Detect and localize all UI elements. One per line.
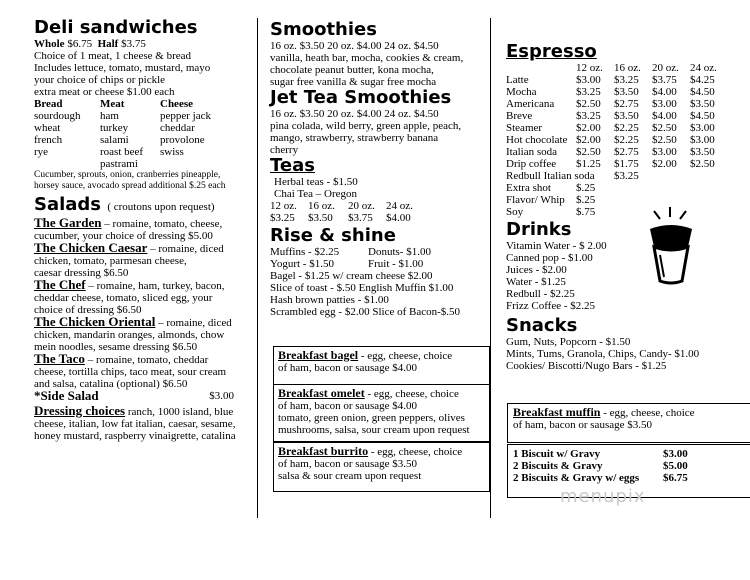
espresso-row: [506, 134, 731, 146]
tea-size: 12 oz.: [270, 200, 297, 212]
biscuit-price: $5.00: [663, 460, 688, 472]
biscuit-price: $3.00: [663, 448, 688, 460]
jet-tea-flavors-2: mango, strawberry, strawberry banana: [270, 132, 439, 144]
espresso-size: 20 oz.: [652, 62, 679, 74]
dressing-line: cheese, italian, low fat italian, caesar, sesame,: [34, 418, 236, 430]
tea-prices: [270, 212, 485, 224]
salad-line: – romaine, tomato, cheddar: [84, 354, 209, 366]
whole-price: $6.75: [67, 38, 93, 50]
salad-line: – romaine, ham, turkey, bacon,: [85, 280, 225, 292]
deli-row: [34, 158, 249, 170]
drink-item: Juices - $2.00: [506, 264, 567, 276]
espresso-price: $2.50: [690, 158, 715, 170]
muffin-line: of ham, bacon or sausage $3.50: [513, 419, 652, 431]
meat-cell: turkey: [100, 122, 129, 134]
bread-cell: sourdough: [34, 110, 81, 122]
espresso-row: [506, 182, 731, 194]
column-divider-left: [257, 18, 258, 518]
espresso-item-name: Breve: [506, 110, 533, 122]
espresso-size: 12 oz.: [576, 62, 603, 74]
half-price: $3.75: [121, 38, 146, 50]
snack-item: Mints, Tums, Granola, Chips, Candy- $1.00: [506, 348, 700, 360]
espresso-item-name: Latte: [506, 74, 529, 86]
breakfast-line: mushrooms, salsa, sour cream upon request: [278, 424, 470, 436]
espresso-price: $3.75: [652, 74, 677, 86]
espresso-price: $.75: [576, 206, 596, 218]
breakfast-line: of ham, bacon or sausage $3.50: [278, 458, 417, 470]
tea-price: $3.75: [348, 212, 373, 224]
meat-cell: pastrami: [100, 158, 138, 170]
salad-line: – romaine, tomato, cheese,: [101, 218, 223, 230]
deli-row: [34, 134, 249, 146]
breakfast-line: of ham, bacon or sausage $4.00: [278, 400, 417, 412]
espresso-price: $4.50: [690, 86, 715, 98]
rise-line: Slice of toast - $.50 English Muffin $1.00: [270, 282, 454, 294]
espresso-item-name: Mocha: [506, 86, 537, 98]
smoothies-flavors-3: sugar free vanilla & sugar free mocha: [270, 76, 437, 88]
jet-tea-title: Jet Tea Smoothies: [270, 87, 452, 108]
breakfast-burrito-box: [273, 442, 490, 492]
biscuit-name: 2 Biscuits & Gravy w/ eggs: [513, 472, 640, 484]
tea-sizes: [270, 200, 485, 212]
espresso-price: $2.50: [576, 98, 601, 110]
salad-item: [34, 279, 249, 316]
espresso-price: $2.00: [576, 134, 601, 146]
rise-item: Muffins - $2.25: [270, 246, 340, 258]
breakfast-muffin-box: [507, 403, 750, 443]
espresso-price: $2.75: [614, 146, 639, 158]
drinks-title: Drinks: [506, 219, 572, 240]
espresso-size: 16 oz.: [614, 62, 641, 74]
espresso-sizes: [506, 62, 731, 74]
salad-line: cheese, tortilla chips, taco meat, sour cream: [34, 366, 227, 378]
rise-item: Donuts- $1.00: [368, 246, 431, 258]
cheese-cell: swiss: [160, 146, 184, 158]
jet-tea-sizes: 16 oz. $3.50 20 oz. $4.00 24 oz. $4.50: [270, 108, 439, 120]
espresso-price: $3.50: [614, 110, 639, 122]
breakfast-muffin-title: Breakfast muffin: [513, 405, 601, 419]
bread-cell: rye: [34, 146, 49, 158]
teas-title: Teas: [270, 155, 315, 176]
rise-line: Bagel - $1.25 w/ cream cheese $2.00: [270, 270, 433, 282]
meat-cell: roast beef: [100, 146, 144, 158]
breakfast-bagel-box: [273, 346, 490, 386]
salad-item: [34, 316, 249, 353]
side-salad-label: *Side Salad: [34, 388, 99, 403]
espresso-price: $3.25: [614, 170, 639, 182]
salad-line: – romaine, diced: [147, 243, 224, 255]
espresso-price: $3.50: [690, 146, 715, 158]
cheese-cell: cheddar: [160, 122, 195, 134]
muffin-line: - egg, cheese, choice: [600, 407, 695, 419]
side-salad-price: $3.00: [209, 390, 234, 402]
tea-price: $3.25: [270, 212, 295, 224]
jet-tea-flavors-3: cherry: [270, 144, 299, 156]
header-cheese: Cheese: [160, 98, 193, 110]
column-divider-right: [490, 18, 491, 518]
drink-item: Water - $1.25: [506, 276, 566, 288]
rise-item: Fruit - $1.00: [368, 258, 424, 270]
smoothies-flavors-2: chocolate peanut butter, kona mocha,: [270, 64, 434, 76]
deli-desc-2: Includes lettuce, tomato, mustard, mayo: [34, 62, 211, 74]
espresso-size: 24 oz.: [690, 62, 717, 74]
drink-item: Frizz Coffee - $2.25: [506, 300, 595, 312]
salad-line: cheddar cheese, tomato, sliced egg, your: [34, 292, 213, 304]
breakfast-bagel-title: Breakfast bagel: [278, 348, 359, 362]
deli-price-line: [34, 38, 249, 50]
watermark: menupix: [560, 486, 646, 507]
espresso-price: $4.50: [690, 110, 715, 122]
rise-line: Scrambled egg - $2.00 Slice of Bacon-$.50: [270, 306, 461, 318]
breakfast-omelet-box: [273, 384, 490, 442]
rise-item: Yogurt - $1.50: [270, 258, 334, 270]
salads-title: [34, 195, 249, 217]
salad-name: The Chef: [34, 277, 86, 292]
drink-item: Vitamin Water - $ 2.00: [506, 240, 607, 252]
breakfast-line: tomato, green onion, green peppers, olives: [278, 412, 465, 424]
espresso-price: $2.75: [614, 98, 639, 110]
salad-line: chicken, tomato, parmesan cheese,: [34, 255, 187, 267]
espresso-price: $4.00: [652, 110, 677, 122]
header-meat: Meat: [100, 98, 125, 110]
deli-row: [34, 146, 249, 158]
espresso-row: [506, 86, 731, 98]
espresso-row: [506, 74, 731, 86]
salad-line: – romaine, diced: [155, 317, 232, 329]
drink-item: Canned pop - $1.00: [506, 252, 593, 264]
salad-item: [34, 217, 249, 242]
deli-headers: [34, 98, 249, 110]
deli-row: [34, 122, 249, 134]
espresso-item-name: Hot chocolate: [506, 134, 568, 146]
espresso-title: Espresso: [506, 41, 597, 62]
espresso-price: $3.00: [652, 146, 677, 158]
salad-line: choice of dressing $6.50: [34, 304, 142, 316]
left-column: [34, 18, 249, 442]
deli-extras-2: horsey sauce, avocado spread additional $.25 each: [34, 181, 226, 191]
cheese-cell: pepper jack: [160, 110, 211, 122]
tea-price: $3.50: [308, 212, 333, 224]
espresso-price: $1.75: [614, 158, 639, 170]
espresso-row: [506, 158, 731, 170]
cheese-cell: provolone: [160, 134, 205, 146]
herbal-teas: Herbal teas - $1.50: [274, 176, 358, 188]
espresso-price: $3.50: [690, 98, 715, 110]
biscuit-item: [513, 448, 746, 460]
espresso-item-name: Drip coffee: [506, 158, 557, 170]
snack-item: Cookies/ Biscotti/Nugo Bars - $1.25: [506, 360, 667, 372]
biscuit-item: [513, 472, 746, 484]
deli-row: [34, 110, 249, 122]
side-salad: [34, 390, 234, 403]
espresso-price: $3.25: [576, 86, 601, 98]
breakfast-line: of ham, bacon or sausage $4.00: [278, 362, 417, 374]
espresso-price: $2.50: [652, 122, 677, 134]
espresso-price: $.25: [576, 182, 596, 194]
snacks-title: Snacks: [506, 315, 578, 336]
snack-item: Gum, Nuts, Popcorn - $1.50: [506, 336, 631, 348]
espresso-price: $2.00: [652, 158, 677, 170]
espresso-item-name: Extra shot: [506, 182, 551, 194]
rise-title: Rise & shine: [270, 225, 396, 246]
deli-title: Deli sandwiches: [34, 17, 198, 38]
espresso-price: $3.50: [614, 86, 639, 98]
breakfast-line: salsa & sour cream upon request: [278, 470, 422, 482]
deli-desc-4: extra meat or cheese $1.00 each: [34, 86, 175, 98]
dressing-line: honey mustard, raspberry vinaigrette, catalina: [34, 430, 236, 442]
tea-size: 16 oz.: [308, 200, 335, 212]
espresso-price: $1.25: [576, 158, 601, 170]
breakfast-burrito-title: Breakfast burrito: [278, 444, 369, 458]
meat-cell: salami: [100, 134, 129, 146]
espresso-price: $3.00: [690, 122, 715, 134]
espresso-price: $2.25: [614, 134, 639, 146]
salad-line: mein noodles, sesame dressing $6.50: [34, 341, 198, 353]
espresso-price: $4.00: [652, 86, 677, 98]
dressing-choices: [34, 405, 249, 442]
breakfast-omelet-title: Breakfast omelet: [278, 386, 365, 400]
middle-column: [270, 20, 485, 318]
deli-extras-1: Cucumber, sprouts, onion, cranberries pineapple,: [34, 170, 221, 180]
rise-line: Hash brown patties - $1.00: [270, 294, 389, 306]
espresso-price: $3.00: [690, 134, 715, 146]
espresso-row: [506, 170, 731, 182]
rise-pair: [270, 246, 485, 258]
drink-item: Redbull - $2.25: [506, 288, 575, 300]
half-label: Half: [97, 38, 119, 50]
espresso-price: $3.25: [576, 110, 601, 122]
espresso-row: [506, 122, 731, 134]
rise-pair: [270, 258, 485, 270]
salad-name: The Garden: [34, 215, 102, 230]
tea-size: 24 oz.: [386, 200, 413, 212]
biscuit-price: $6.75: [663, 472, 688, 484]
whole-label: Whole: [34, 38, 65, 50]
salad-item: [34, 242, 249, 279]
espresso-row: [506, 98, 731, 110]
espresso-item-name: Italian soda: [506, 146, 558, 158]
tea-size: 20 oz.: [348, 200, 375, 212]
deli-desc-1: Choice of 1 meat, 1 cheese & bread: [34, 50, 191, 62]
espresso-item-name: Steamer: [506, 122, 543, 134]
biscuit-name: 1 Biscuit w/ Gravy: [513, 448, 601, 460]
espresso-price: $3.00: [652, 98, 677, 110]
salad-name: The Chicken Caesar: [34, 240, 148, 255]
espresso-price: $3.00: [576, 74, 601, 86]
smoothies-title: Smoothies: [270, 19, 377, 40]
salad-line: caesar dressing $6.50: [34, 267, 129, 279]
jet-tea-flavors-1: pina colada, wild berry, green apple, peach,: [270, 120, 462, 132]
meat-cell: ham: [100, 110, 119, 122]
deli-desc-3: your choice of chips or pickle: [34, 74, 166, 86]
espresso-price: $2.00: [576, 122, 601, 134]
breakfast-line: - egg, cheese, choice: [368, 446, 463, 458]
tea-price: $4.00: [386, 212, 411, 224]
dressing-line: ranch, 1000 island, blue: [125, 406, 234, 418]
chai-tea: Chai Tea – Oregon: [274, 188, 358, 200]
dressing-label: Dressing choices: [34, 403, 126, 418]
espresso-item-name: Redbull Italian soda: [506, 170, 595, 182]
espresso-price: $2.25: [614, 122, 639, 134]
bread-cell: french: [34, 134, 63, 146]
espresso-row: [506, 110, 731, 122]
espresso-item-name: Americana: [506, 98, 555, 110]
espresso-item-name: Flavor/ Whip: [506, 194, 565, 206]
espresso-price: $2.50: [576, 146, 601, 158]
espresso-price: $4.25: [690, 74, 715, 86]
biscuit-item: [513, 460, 746, 472]
header-bread: Bread: [34, 98, 63, 110]
bread-cell: wheat: [34, 122, 61, 134]
biscuit-name: 2 Biscuits & Gravy: [513, 460, 603, 472]
espresso-item-name: Soy: [506, 206, 524, 218]
smoothies-flavors-1: vanilla, heath bar, mocha, cookies & cream,: [270, 52, 464, 64]
salad-line: and salsa, catalina (optional) $6.50: [34, 378, 188, 390]
coffee-cup-icon: [640, 205, 702, 287]
espresso-price: $3.25: [614, 74, 639, 86]
salad-item: [34, 353, 249, 390]
breakfast-line: - egg, cheese, choice: [364, 388, 459, 400]
smoothies-sizes: 16 oz. $3.50 20 oz. $4.00 24 oz. $4.50: [270, 40, 439, 52]
salad-line: cucumber, your choice of dressing $5.00: [34, 230, 213, 242]
breakfast-line: - egg, cheese, choice: [358, 350, 453, 362]
salad-line: chicken, mandarin oranges, almonds, chow: [34, 329, 225, 341]
espresso-row: [506, 146, 731, 158]
espresso-price: $.25: [576, 194, 596, 206]
salads-note: ( croutons upon request): [107, 201, 215, 213]
espresso-price: $2.50: [652, 134, 677, 146]
salads-heading: Salads: [34, 194, 102, 215]
salad-name: The Taco: [34, 351, 85, 366]
salad-name: The Chicken Oriental: [34, 314, 156, 329]
espresso-table: [506, 74, 731, 218]
